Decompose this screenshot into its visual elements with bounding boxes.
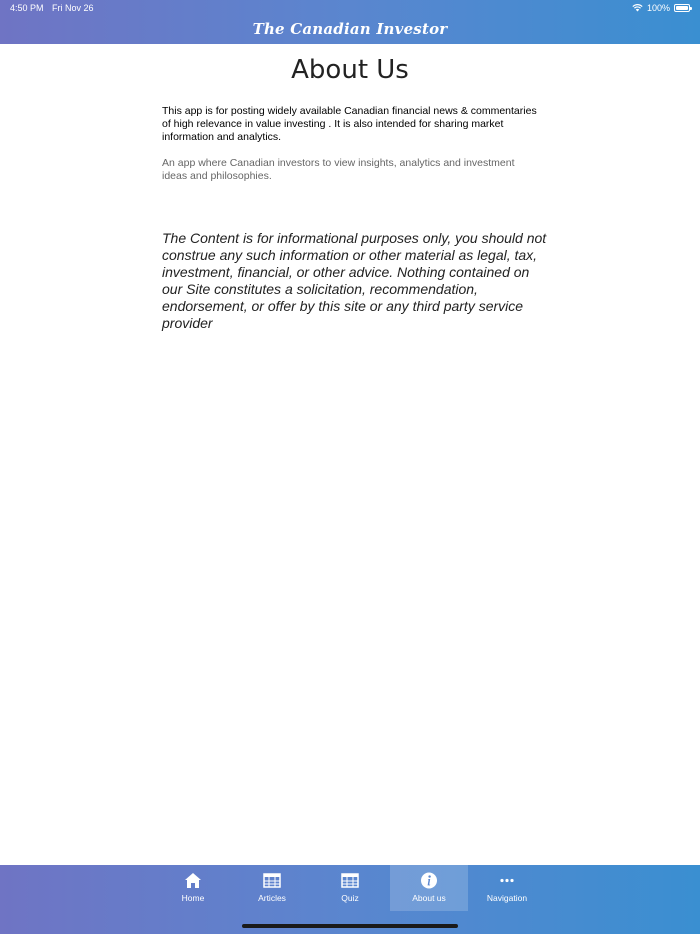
battery-icon <box>674 4 690 12</box>
battery-percent: 100% <box>646 3 670 13</box>
app-title: The Canadian Investor <box>252 20 448 38</box>
status-time: 4:50 PM <box>10 3 44 13</box>
wifi-icon <box>632 4 643 12</box>
tab-about-us[interactable] <box>390 865 468 911</box>
tab-articles-label: Articles <box>258 893 286 903</box>
tab-navigation-label: Navigation <box>486 893 528 903</box>
tab-about-us-label: About us <box>412 893 446 903</box>
status-date: Fri Nov 26 <box>52 3 94 13</box>
home-icon <box>184 872 202 889</box>
tab-home-label: Home <box>181 893 205 903</box>
status-indicators <box>632 3 690 13</box>
tab-quiz[interactable] <box>311 865 389 911</box>
intro-paragraph: This app is for posting widely available Canadian financial news & commentaries of high relevance in value investing . It is also intended for sharing market information and analytics. <box>162 105 537 143</box>
home-indicator[interactable] <box>242 924 458 928</box>
top-bar <box>0 0 700 44</box>
page-title: About Us <box>291 55 409 85</box>
more-icon <box>498 872 516 889</box>
tab-articles[interactable] <box>233 865 311 911</box>
articles-icon <box>263 872 281 889</box>
tab-quiz-label: Quiz <box>341 893 359 903</box>
quiz-icon <box>341 872 359 889</box>
tab-navigation[interactable] <box>468 865 546 911</box>
info-icon <box>420 872 438 889</box>
description-paragraph: An app where Canadian investors to view insights, analytics and investment ideas and philosophies. <box>162 157 515 182</box>
disclaimer-text: The Content is for informational purposes only, you should not construe any such information or other material as legal, tax, investment, financial, or other advice. Nothing contained on our Site constitutes a solicitation, recommendation, endorsement, or offer by this site or any third party service provider <box>162 230 547 331</box>
tab-home[interactable] <box>154 865 232 911</box>
